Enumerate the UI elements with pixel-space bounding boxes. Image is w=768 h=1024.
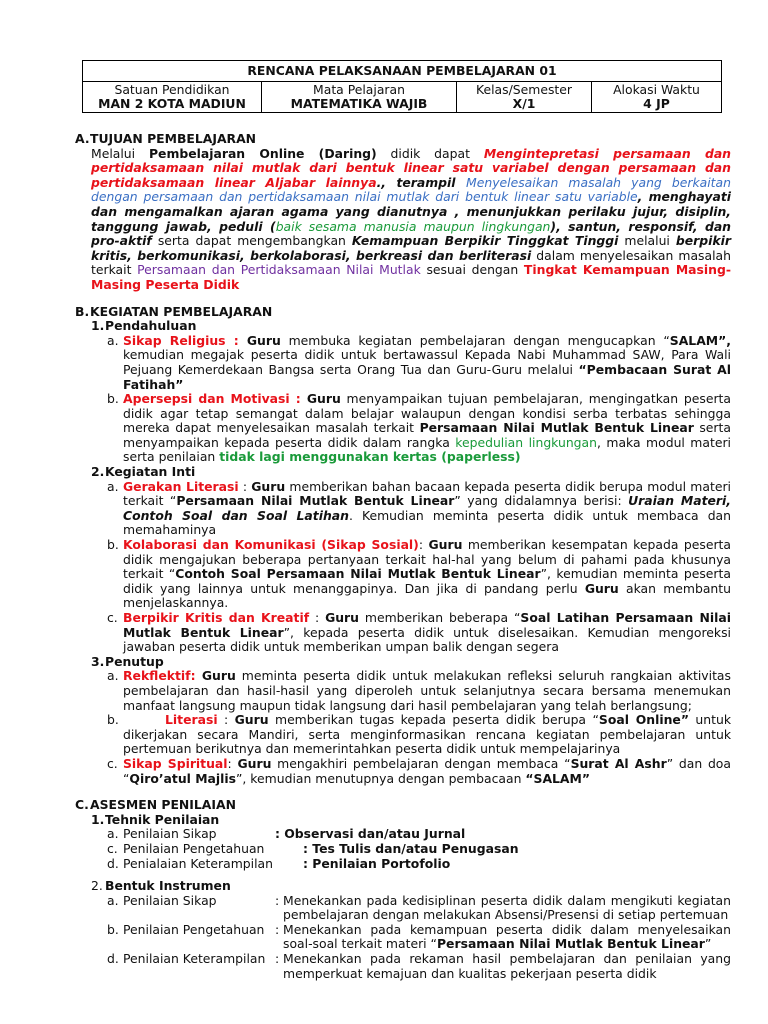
guru-text: Guru	[234, 712, 269, 728]
pendahuluan-heading	[75, 319, 731, 334]
label-apersepsi: Apersepsi dan Motivasi :	[123, 391, 301, 407]
section-b-number: B.	[75, 303, 90, 319]
instrumen-row-sikap	[75, 894, 731, 923]
list-marker: b.	[107, 921, 119, 937]
doa-text: Qiro’atul Majlis	[129, 770, 237, 786]
modul-content-text: Uraian Materi, Contoh Soal dan Soal Latihan	[123, 493, 731, 523]
instrumen-number: 2.	[91, 878, 103, 894]
body-text: :	[217, 712, 235, 728]
label-kolaborasi: Kolaborasi dan Komunikasi (Sikap Sosial)	[123, 537, 419, 553]
salam-text: “SALAM”	[525, 770, 590, 786]
list-item-sikap-religius	[75, 334, 731, 392]
topic-text: Persamaan Nilai Mutlak Bentuk Linear	[419, 420, 694, 436]
kegiatan-inti-title: Kegiatan Inti	[105, 464, 196, 480]
body-text: memberikan bahan bacaan kepada peserta didik berupa modul materi terkait “	[123, 478, 731, 509]
row-value: : Penilaian Portofolio	[303, 855, 451, 871]
row-colon: :	[275, 892, 280, 908]
section-a-heading	[75, 132, 731, 147]
list-marker: a.	[107, 332, 119, 348]
tujuan-text-4: Mengintepretasi persamaan dan pertidaksamaan nilai mutlak dari bentuk linear satu variabel dengan persamaan dan pertidaksamaan linear Aljabar lainnya	[91, 145, 731, 190]
row-label: Penialaian Keterampilan	[123, 855, 273, 871]
alokasi-label: Alokasi Waktu	[613, 82, 700, 97]
alokasi-cell	[592, 82, 722, 113]
tehnik-number: 1.	[91, 811, 105, 827]
label-reflektif: Rekflektif:	[123, 668, 196, 684]
guru-text: Guru	[300, 391, 341, 407]
satuan-label: Satuan Pendidikan	[114, 82, 230, 97]
bentuk-instrumen-heading	[75, 879, 731, 894]
topic-text: Persamaan Nilai Mutlak Bentuk Linear	[436, 936, 705, 952]
mapel-label: Mata Pelajaran	[313, 82, 405, 97]
penutup-heading	[75, 655, 731, 670]
row-label: Penilaian Sikap	[123, 826, 217, 842]
label-gerakan-literasi: Gerakan Literasi	[123, 478, 239, 494]
satuan-cell	[83, 82, 262, 113]
list-marker: d.	[107, 951, 119, 967]
body-text: ” yang didalamnya berisi:	[454, 493, 629, 509]
fatihah-text: “Pembacaan Surat Al Fatihah”	[123, 361, 731, 392]
instrumen-row-keterampilan	[75, 952, 731, 981]
tehnik-row-sikap	[75, 827, 731, 842]
body-text: :	[309, 610, 326, 625]
body-text: memberikan tugas kepada peserta didik berupa “	[268, 712, 599, 728]
row-colon: :	[275, 921, 280, 937]
tujuan-text-15: Persamaan dan Pertidaksamaan Nilai Mutlak	[137, 262, 421, 278]
kelas-value: X/1	[512, 96, 536, 111]
label-sikap-spiritual: Sikap Spiritual	[123, 755, 228, 771]
kegiatan-inti-number: 2.	[91, 464, 105, 480]
tujuan-text-11: Kemampuan Berpikir Tinggkat Tinggi	[351, 233, 619, 249]
row-label: Penilaian Pengetahuan	[123, 921, 265, 937]
body-text: ”	[704, 936, 712, 952]
surat-text: Surat Al Ashr	[570, 755, 667, 771]
body-text: membuka kegiatan pembelajaran dengan mengucapkan “	[280, 332, 670, 348]
body-text: serta menyampaikan kepada peserta didik dalam rangka	[123, 420, 731, 450]
mapel-value: MATEMATIKA WAJIB	[290, 96, 428, 111]
list-marker: d.	[107, 855, 119, 871]
list-marker: b.	[107, 391, 119, 407]
mapel-cell	[262, 82, 457, 113]
instrumen-title: Bentuk Instrumen	[105, 878, 231, 894]
list-item-kolaborasi	[75, 538, 731, 611]
section-b-heading	[75, 305, 731, 320]
paperless-text: tidak lagi menggunakan kertas (paperless)	[219, 449, 521, 465]
guru-text: Guru	[251, 478, 286, 494]
body-text: :	[418, 537, 429, 553]
row-value: : Observasi dan/atau Jurnal	[275, 826, 466, 842]
tujuan-text-5: ., terampil	[376, 174, 467, 190]
tujuan-text-17: Tingkat Kemampuan Masing-Masing Peserta Didik	[91, 262, 731, 292]
pendahuluan-title: Pendahuluan	[105, 318, 197, 334]
body-text: mengakhiri pembelajaran dengan membaca “	[271, 755, 571, 771]
row-value: Menekankan pada kedisiplinan peserta didik dalam mengikuti kegiatan pembelajaran dengan melakukan Absensi/Presensi di setiap pertemuan	[283, 892, 731, 923]
penutup-number: 3.	[91, 653, 105, 669]
tujuan-text-8: baik sesama manusia maupun lingkungan	[275, 218, 551, 234]
document-title: RENCANA PELAKSANAAN PEMBELAJARAN 01	[83, 61, 722, 82]
pendahuluan-number: 1.	[91, 318, 105, 334]
list-marker: b.	[107, 712, 119, 728]
tujuan-paragraph	[75, 147, 731, 293]
rpp-header-table	[82, 60, 722, 113]
list-item-literasi	[75, 713, 731, 757]
guru-text: Guru	[325, 610, 359, 625]
kelas-label: Kelas/Semester	[475, 82, 572, 97]
body-text: kemudian megajak peserta didik untuk bertawassul Kepada Nabi Muhammad SAW, Para Wali Pejuang Kemerdekaan Bangsa serta Orang Tua dan Guru-Guru melalui	[123, 347, 731, 377]
tujuan-text-16: sesuai dengan	[420, 262, 524, 278]
list-marker: a.	[107, 892, 119, 908]
tujuan-text-12: melalui	[618, 233, 676, 249]
body-text: , maka modul materi serta penilaian	[123, 434, 731, 465]
kegiatan-inti-heading	[75, 465, 731, 480]
kepedulian-text: kepedulian lingkungan	[455, 434, 597, 450]
list-item-sikap-spiritual	[75, 757, 731, 786]
list-marker: a.	[107, 478, 119, 494]
guru-text: Guru	[195, 668, 236, 684]
body-text: ”, kemudian meminta peserta didik yang lainnya untuk menanggapinya. Dan jika di pandang perlu	[123, 566, 731, 596]
body-text: ”, kemudian menutupnya dengan pembacaan	[236, 770, 526, 786]
row-value: Menekankan pada rekaman hasil pembelajaran dan penilaian yang memperkuat kemajuan dan kualitas pekerjaan peserta didik	[283, 951, 731, 981]
tujuan-text-10: serta dapat mengembangkan	[151, 233, 352, 249]
alokasi-value: 4 JP	[643, 96, 670, 111]
row-value	[283, 923, 731, 952]
tujuan-text-1: Melalui	[91, 145, 149, 161]
section-c-title: ASESMEN PENILAIAN	[90, 797, 236, 813]
tehnik-title: Tehnik Penilaian	[105, 811, 220, 827]
tujuan-text-6: Menyelesaikan masalah yang berkaitan dengan persamaan dan pertidaksamaan nilai mutlak dari bentuk linear satu variable	[91, 174, 731, 205]
label-literasi: Literasi	[165, 712, 218, 728]
tujuan-text-13: berpikir kritis, berkomunikasi, berkolaborasi, berkreasi dan berliterasi	[91, 233, 731, 263]
row-label: Penilaian Keterampilan	[123, 951, 266, 967]
kelas-cell	[457, 82, 592, 113]
tujuan-text-14: dalam menyelesaikan masalah terkait	[91, 247, 731, 278]
satuan-value: MAN 2 KOTA MADIUN	[98, 96, 246, 111]
row-label: Penilaian Sikap	[123, 892, 217, 908]
row-value: : Tes Tulis dan/atau Penugasan	[303, 840, 519, 856]
list-marker: a.	[107, 826, 119, 842]
body-text: ”, kepada peserta didik untuk diselesaikan. Kemudian mengoreksi jawaban peserta didik untuk memberikan umpan balik dengan segera	[123, 624, 731, 655]
list-item-berpikir-kritis	[75, 611, 731, 655]
list-marker: c.	[107, 840, 118, 856]
body-text: . Kemudian meminta peserta didik untuk membaca dan memahaminya	[123, 507, 732, 538]
body-text: Menekankan pada kemampuan peserta didik dalam menyelesaikan soal-soal terkait materi “	[283, 921, 731, 952]
label-sikap-religius: Sikap Religius :	[123, 332, 239, 348]
section-c-heading	[75, 798, 731, 813]
body-text: memberikan beberapa “	[359, 610, 521, 625]
guru-text: Guru	[238, 332, 281, 348]
body-text: memberikan kesempatan kepada peserta didik mengajukan beberapa pertanyaan terkait hal-hal yang belum di pahami pada khusunya terkait “	[123, 537, 731, 582]
tehnik-penilaian-heading	[75, 813, 731, 828]
section-a-title: TUJUAN PEMBELAJARAN	[90, 131, 257, 146]
section-c-number: C.	[75, 797, 89, 813]
body-text: akan membantu menjelaskannya.	[123, 580, 731, 611]
tujuan-text-3: didik dapat	[376, 145, 484, 161]
list-item-gerakan-literasi	[75, 480, 731, 538]
body-text: untuk dikerjakan secara Mandiri, serta menginformasikan rencana kegiatan pembelajaran untuk pertemuan berikutnya dan memerintahkan peserta didik untuk mempelajarinya	[123, 712, 731, 757]
topic-text: Persamaan Nilai Mutlak Bentuk Linear	[176, 493, 455, 509]
body-text: :	[227, 755, 238, 771]
tehnik-row-pengetahuan	[75, 842, 731, 857]
tujuan-text-9: ), santun, responsif, dan pro-aktif	[91, 218, 731, 249]
section-b-title: KEGIATAN PEMBELAJARAN	[90, 303, 273, 319]
guru-text: Guru	[428, 537, 463, 553]
body-text: menyampaikan tujuan pembelajaran, mengingatkan peserta didik agar tetap semangat dalam belajar walaupun dengan kondisi serba terbatas sehingga mereka dapat menyelesaikan masalah terkait	[123, 391, 731, 436]
guru-text: Guru	[584, 580, 619, 596]
list-item-reflektif	[75, 669, 731, 713]
body-text: :	[238, 478, 252, 494]
list-marker: b.	[107, 537, 119, 553]
penutup-title: Penutup	[105, 653, 164, 669]
soal-online-text: Soal Online”	[598, 712, 689, 728]
list-item-apersepsi	[75, 392, 731, 465]
list-marker: a.	[107, 668, 119, 684]
row-colon: :	[275, 951, 280, 967]
topic-text: Soal Latihan Persamaan Nilai Mutlak Bentuk Linear	[123, 610, 731, 640]
section-a-number: A.	[75, 131, 90, 146]
body-text: meminta peserta didik untuk melakukan refleksi seluruh rangkaian aktivitas pembelajaran dan hasil-hasil yang diperoleh untuk selanjutnya secara bersama menemukan manfaat langsung maupun tidak langsung dari hasil pembelajaran yang telah berlangsung;	[123, 668, 731, 713]
guru-text: Guru	[237, 755, 272, 771]
list-marker: c.	[107, 755, 118, 771]
row-label: Penilaian Pengetahuan	[123, 840, 265, 856]
list-marker: c.	[107, 610, 118, 625]
salam-text: SALAM”,	[669, 332, 731, 348]
document-body	[75, 132, 731, 981]
instrumen-row-pengetahuan	[75, 923, 731, 952]
body-text: ” dan doa “	[123, 755, 731, 786]
label-berpikir-kritis: Berpikir Kritis dan Kreatif	[123, 610, 310, 625]
tehnik-row-keterampilan	[75, 857, 731, 872]
topic-text: Contoh Soal Persamaan Nilai Mutlak Bentuk Linear	[175, 566, 541, 582]
tujuan-text-2: Pembelajaran Online (Daring)	[148, 145, 377, 161]
tujuan-text-7: , menghayati dan mengamalkan ajaran agama yang dianutnya , menunjukkan perilaku jujur, disiplin, tanggung jawab, peduli (	[91, 189, 732, 234]
